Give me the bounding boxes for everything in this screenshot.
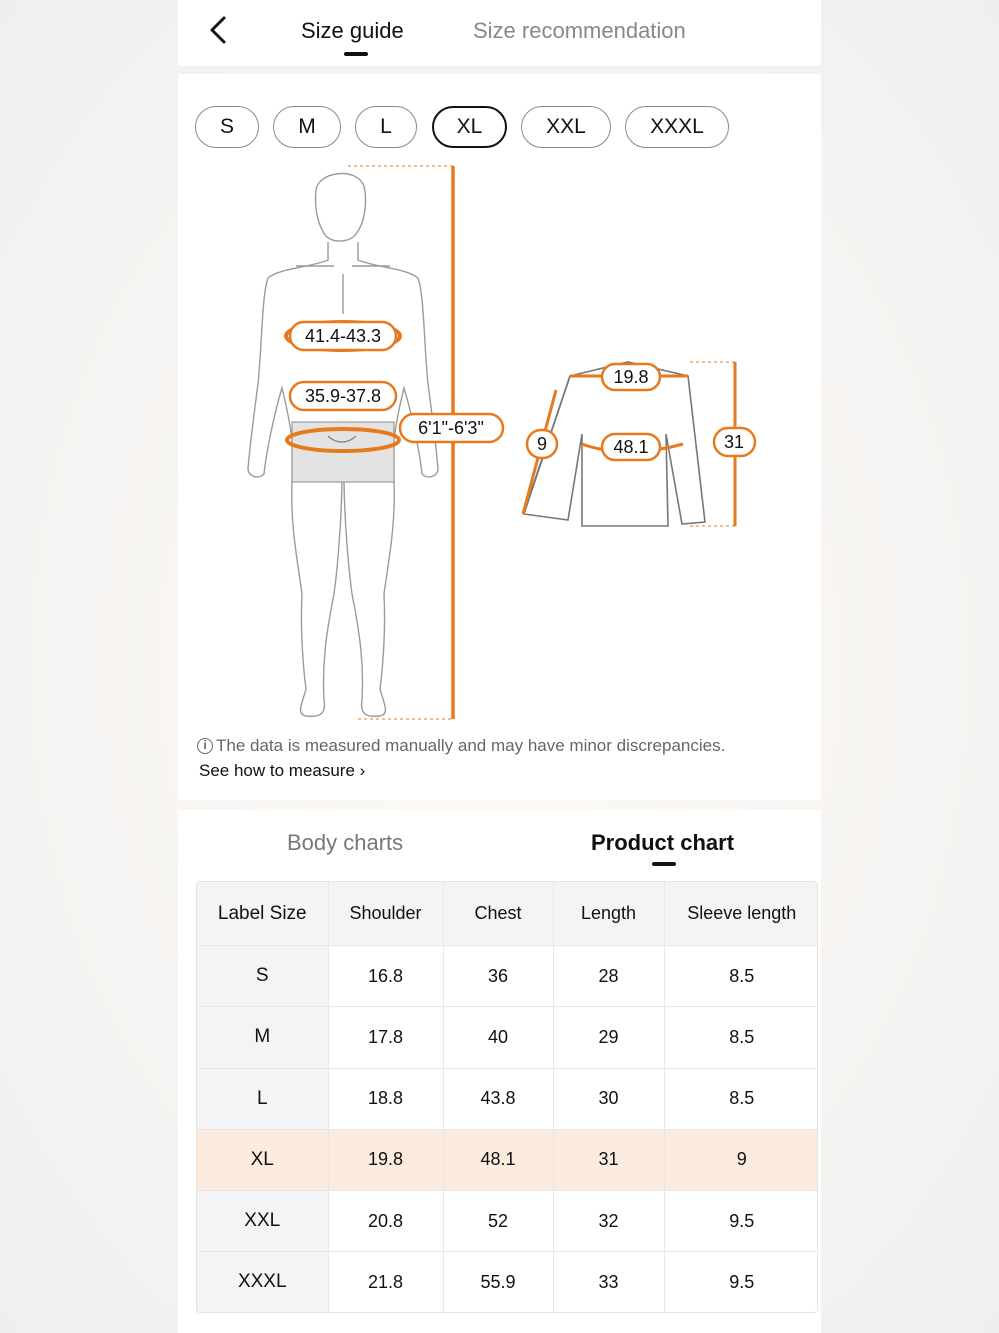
table-row — [197, 1007, 818, 1068]
waist-measurement-label: 35.9-37.8 — [304, 386, 382, 406]
size-pill-xxxl[interactable]: XXXL — [625, 106, 729, 148]
size-pill-s[interactable]: S — [195, 106, 259, 148]
cell: M — [197, 1007, 328, 1068]
cell: 19.8 — [328, 1129, 443, 1190]
size-pill-l[interactable]: L — [355, 106, 417, 148]
cell: 30 — [553, 1068, 664, 1129]
cell: 36 — [443, 946, 553, 1007]
see-how-to-measure-link[interactable]: See how to measure › — [199, 761, 366, 780]
shirt-sleeve-label: 9 — [536, 434, 548, 454]
cell: 17.8 — [328, 1007, 443, 1068]
shirt-chest-label: 48.1 — [613, 437, 649, 457]
top-nav — [178, 0, 821, 67]
cell: XL — [197, 1129, 328, 1190]
table-row — [197, 1191, 818, 1252]
info-icon: i — [197, 738, 213, 754]
tab-body-charts[interactable]: Body charts — [287, 830, 404, 855]
shirt-length-label: 31 — [723, 432, 745, 452]
note-text: The data is measured manually and may have minor discrepancies. — [216, 736, 726, 755]
cell: 8.5 — [664, 1007, 818, 1068]
cell: 16.8 — [328, 946, 443, 1007]
active-chart-tab-indicator — [652, 862, 676, 866]
cell: 48.1 — [443, 1129, 553, 1190]
measurement-note — [197, 736, 725, 756]
cell: S — [197, 946, 328, 1007]
size-guide-section — [178, 74, 821, 800]
tab-product-chart[interactable]: Product chart — [591, 830, 735, 855]
chest-measurement-label: 41.4-43.3 — [304, 326, 382, 346]
height-measurement-label: 6'1"-6'3" — [418, 418, 484, 438]
cell: 8.5 — [664, 946, 818, 1007]
table-header-row — [197, 882, 818, 946]
table-row — [197, 946, 818, 1007]
cell: XXXL — [197, 1252, 328, 1312]
cell: 40 — [443, 1007, 553, 1068]
header-length: Length — [553, 882, 664, 946]
cell: 21.8 — [328, 1252, 443, 1312]
header-label-size: Label Size — [197, 882, 328, 946]
shirt-shoulder-label: 19.8 — [613, 367, 649, 387]
table-row-selected — [197, 1129, 818, 1190]
header-sleeve-length: Sleeve length — [664, 882, 818, 946]
cell: 29 — [553, 1007, 664, 1068]
cell: 9 — [664, 1129, 818, 1190]
cell: 55.9 — [443, 1252, 553, 1312]
cell: L — [197, 1068, 328, 1129]
cell: 52 — [443, 1191, 553, 1252]
cell: 8.5 — [664, 1068, 818, 1129]
size-pill-m[interactable]: M — [273, 106, 341, 148]
cell: 28 — [553, 946, 664, 1007]
cell: 33 — [553, 1252, 664, 1312]
cell: 32 — [553, 1191, 664, 1252]
size-table — [196, 881, 818, 1313]
cell: 18.8 — [328, 1068, 443, 1129]
size-pill-xl[interactable]: XL — [432, 106, 507, 148]
back-arrow-icon[interactable] — [204, 14, 234, 46]
size-pill-xxl[interactable]: XXL — [521, 106, 611, 148]
table-row — [197, 1252, 818, 1312]
tab-size-guide[interactable]: Size guide — [301, 18, 404, 43]
charts-section — [178, 810, 821, 1333]
tab-size-recommendation[interactable]: Size recommendation — [473, 18, 686, 43]
cell: XXL — [197, 1191, 328, 1252]
header-chest: Chest — [443, 882, 553, 946]
header-shoulder: Shoulder — [328, 882, 443, 946]
cell: 9.5 — [664, 1252, 818, 1312]
active-tab-indicator — [344, 52, 368, 56]
cell: 20.8 — [328, 1191, 443, 1252]
cell: 9.5 — [664, 1191, 818, 1252]
cell: 31 — [553, 1129, 664, 1190]
table-row — [197, 1068, 818, 1129]
measurement-diagram — [178, 164, 821, 724]
cell: 43.8 — [443, 1068, 553, 1129]
